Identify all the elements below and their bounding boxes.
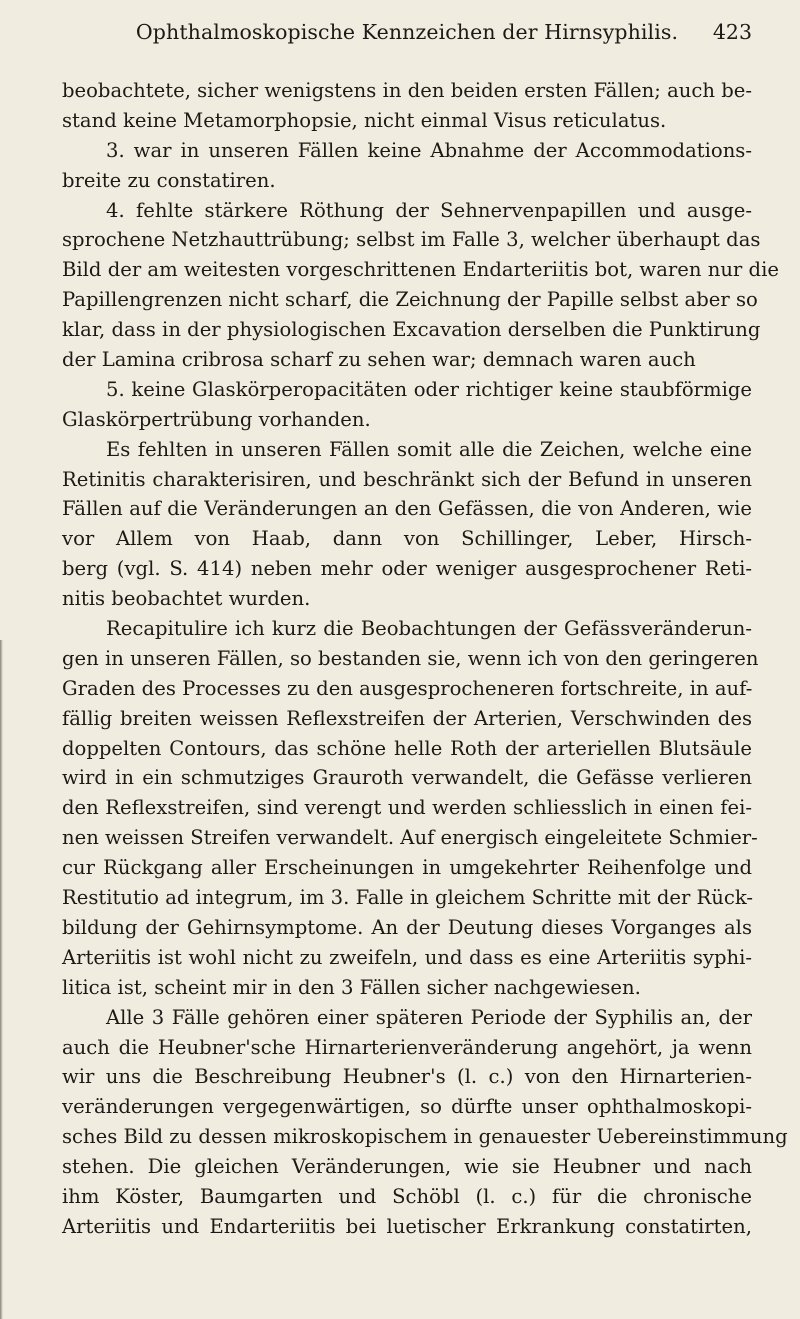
text-line: sches Bild zu dessen mikroskopischem in genauester Uebereinstimmung	[62, 1125, 788, 1149]
text-line: Retinitis charakterisiren, und beschränkt sich der Befund in unseren	[62, 467, 752, 491]
text-line: breite zu constatiren.	[62, 168, 276, 192]
running-title: Ophthalmoskopische Kennzeichen der Hirnsyphilis.	[135, 20, 679, 44]
text-line: Arteriitis und Endarteriitis bei luetischer Erkrankung constatirten,	[62, 1214, 752, 1238]
text-line: wir uns die Beschreibung Heubner's (l. c.) von den Hirnarterien-	[62, 1065, 752, 1089]
text-line: Bild der am weitesten vorgeschrittenen Endarteriitis bot, waren nur die	[62, 258, 779, 282]
text-line: Glaskörpertrübung vorhanden.	[62, 407, 371, 431]
text-line: litica ist, scheint mir in den 3 Fällen sicher nachgewiesen.	[62, 975, 641, 999]
text-line: gen in unseren Fällen, so bestanden sie, wenn ich von den geringeren	[62, 646, 759, 670]
text-line: fällig breiten weissen Reflexstreifen der Arterien, Verschwinden des	[62, 706, 752, 730]
text-line: Papillengrenzen nicht scharf, die Zeichnung der Papille selbst aber so	[62, 288, 758, 312]
text-line: auch die Heubner'sche Hirnarterienveränderung angehört, ja wenn	[62, 1035, 752, 1059]
text-line: Es fehlten in unseren Fällen somit alle die Zeichen, welche eine	[106, 437, 752, 461]
text-line: veränderungen vergegenwärtigen, so dürfte unser ophthalmoskopi-	[62, 1095, 752, 1119]
text-line: vor Allem von Haab, dann von Schillinger, Leber, Hirsch-	[62, 527, 752, 551]
text-line: bildung der Gehirnsymptome. An der Deutung dieses Vorganges als	[62, 915, 752, 939]
text-line: Arteriitis ist wohl nicht zu zweifeln, und dass es eine Arteriitis syphi-	[62, 945, 752, 969]
text-line: stand keine Metamorphopsie, nicht einmal Visus reticulatus.	[62, 108, 667, 132]
page-number: 423	[712, 20, 752, 44]
text-line: den Reflexstreifen, sind verengt und werden schliesslich in einen fei-	[62, 796, 752, 820]
text-line: 3. war in unseren Fällen keine Abnahme der Accommodations-	[106, 138, 752, 162]
text-line: stehen. Die gleichen Veränderungen, wie sie Heubner und nach	[62, 1155, 752, 1179]
text-line: Recapitulire ich kurz die Beobachtungen der Gefässveränderun-	[106, 617, 752, 641]
text-line: wird in ein schmutziges Grauroth verwandelt, die Gefässe verlieren	[62, 766, 752, 790]
text-line: nen weissen Streifen verwandelt. Auf energisch eingeleitete Schmier-	[62, 826, 758, 850]
text-line: Graden des Processes zu den ausgesprocheneren fortschreite, in auf-	[62, 676, 753, 700]
body-text	[62, 76, 788, 1242]
text-line: sprochene Netzhauttrübung; selbst im Falle 3, welcher überhaupt das	[62, 228, 761, 252]
text-line: Fällen auf die Veränderungen an den Gefässen, die von Anderen, wie	[62, 497, 752, 521]
text-line: nitis beobachtet wurden.	[62, 587, 311, 611]
text-line: 5. keine Glaskörperopacitäten oder richtiger keine staubförmige	[106, 377, 752, 401]
text-line: klar, dass in der physiologischen Excavation derselben die Punktirung	[62, 318, 761, 342]
text-line: cur Rückgang aller Erscheinungen in umgekehrter Reihenfolge und	[62, 856, 752, 880]
page-header	[62, 20, 752, 56]
text-line: berg (vgl. S. 414) neben mehr oder weniger ausgesprochener Reti-	[62, 557, 752, 581]
text-line: der Lamina cribrosa scharf zu sehen war; demnach waren auch	[62, 348, 696, 372]
text-line: ihm Köster, Baumgarten und Schöbl (l. c.) für die chronische	[62, 1184, 752, 1208]
text-line: Restitutio ad integrum, im 3. Falle in gleichem Schritte mit der Rück-	[62, 886, 754, 910]
text-line: Alle 3 Fälle gehören einer späteren Periode der Syphilis an, der	[106, 1005, 752, 1029]
text-line: beobachtete, sicher wenigstens in den beiden ersten Fällen; auch be-	[62, 79, 752, 102]
text-line: 4. fehlte stärkere Röthung der Sehnervenpapillen und ausge-	[106, 198, 752, 222]
text-line: doppelten Contours, das schöne helle Roth der arteriellen Blutsäule	[62, 736, 752, 760]
page-edge-shadow	[0, 640, 3, 1319]
